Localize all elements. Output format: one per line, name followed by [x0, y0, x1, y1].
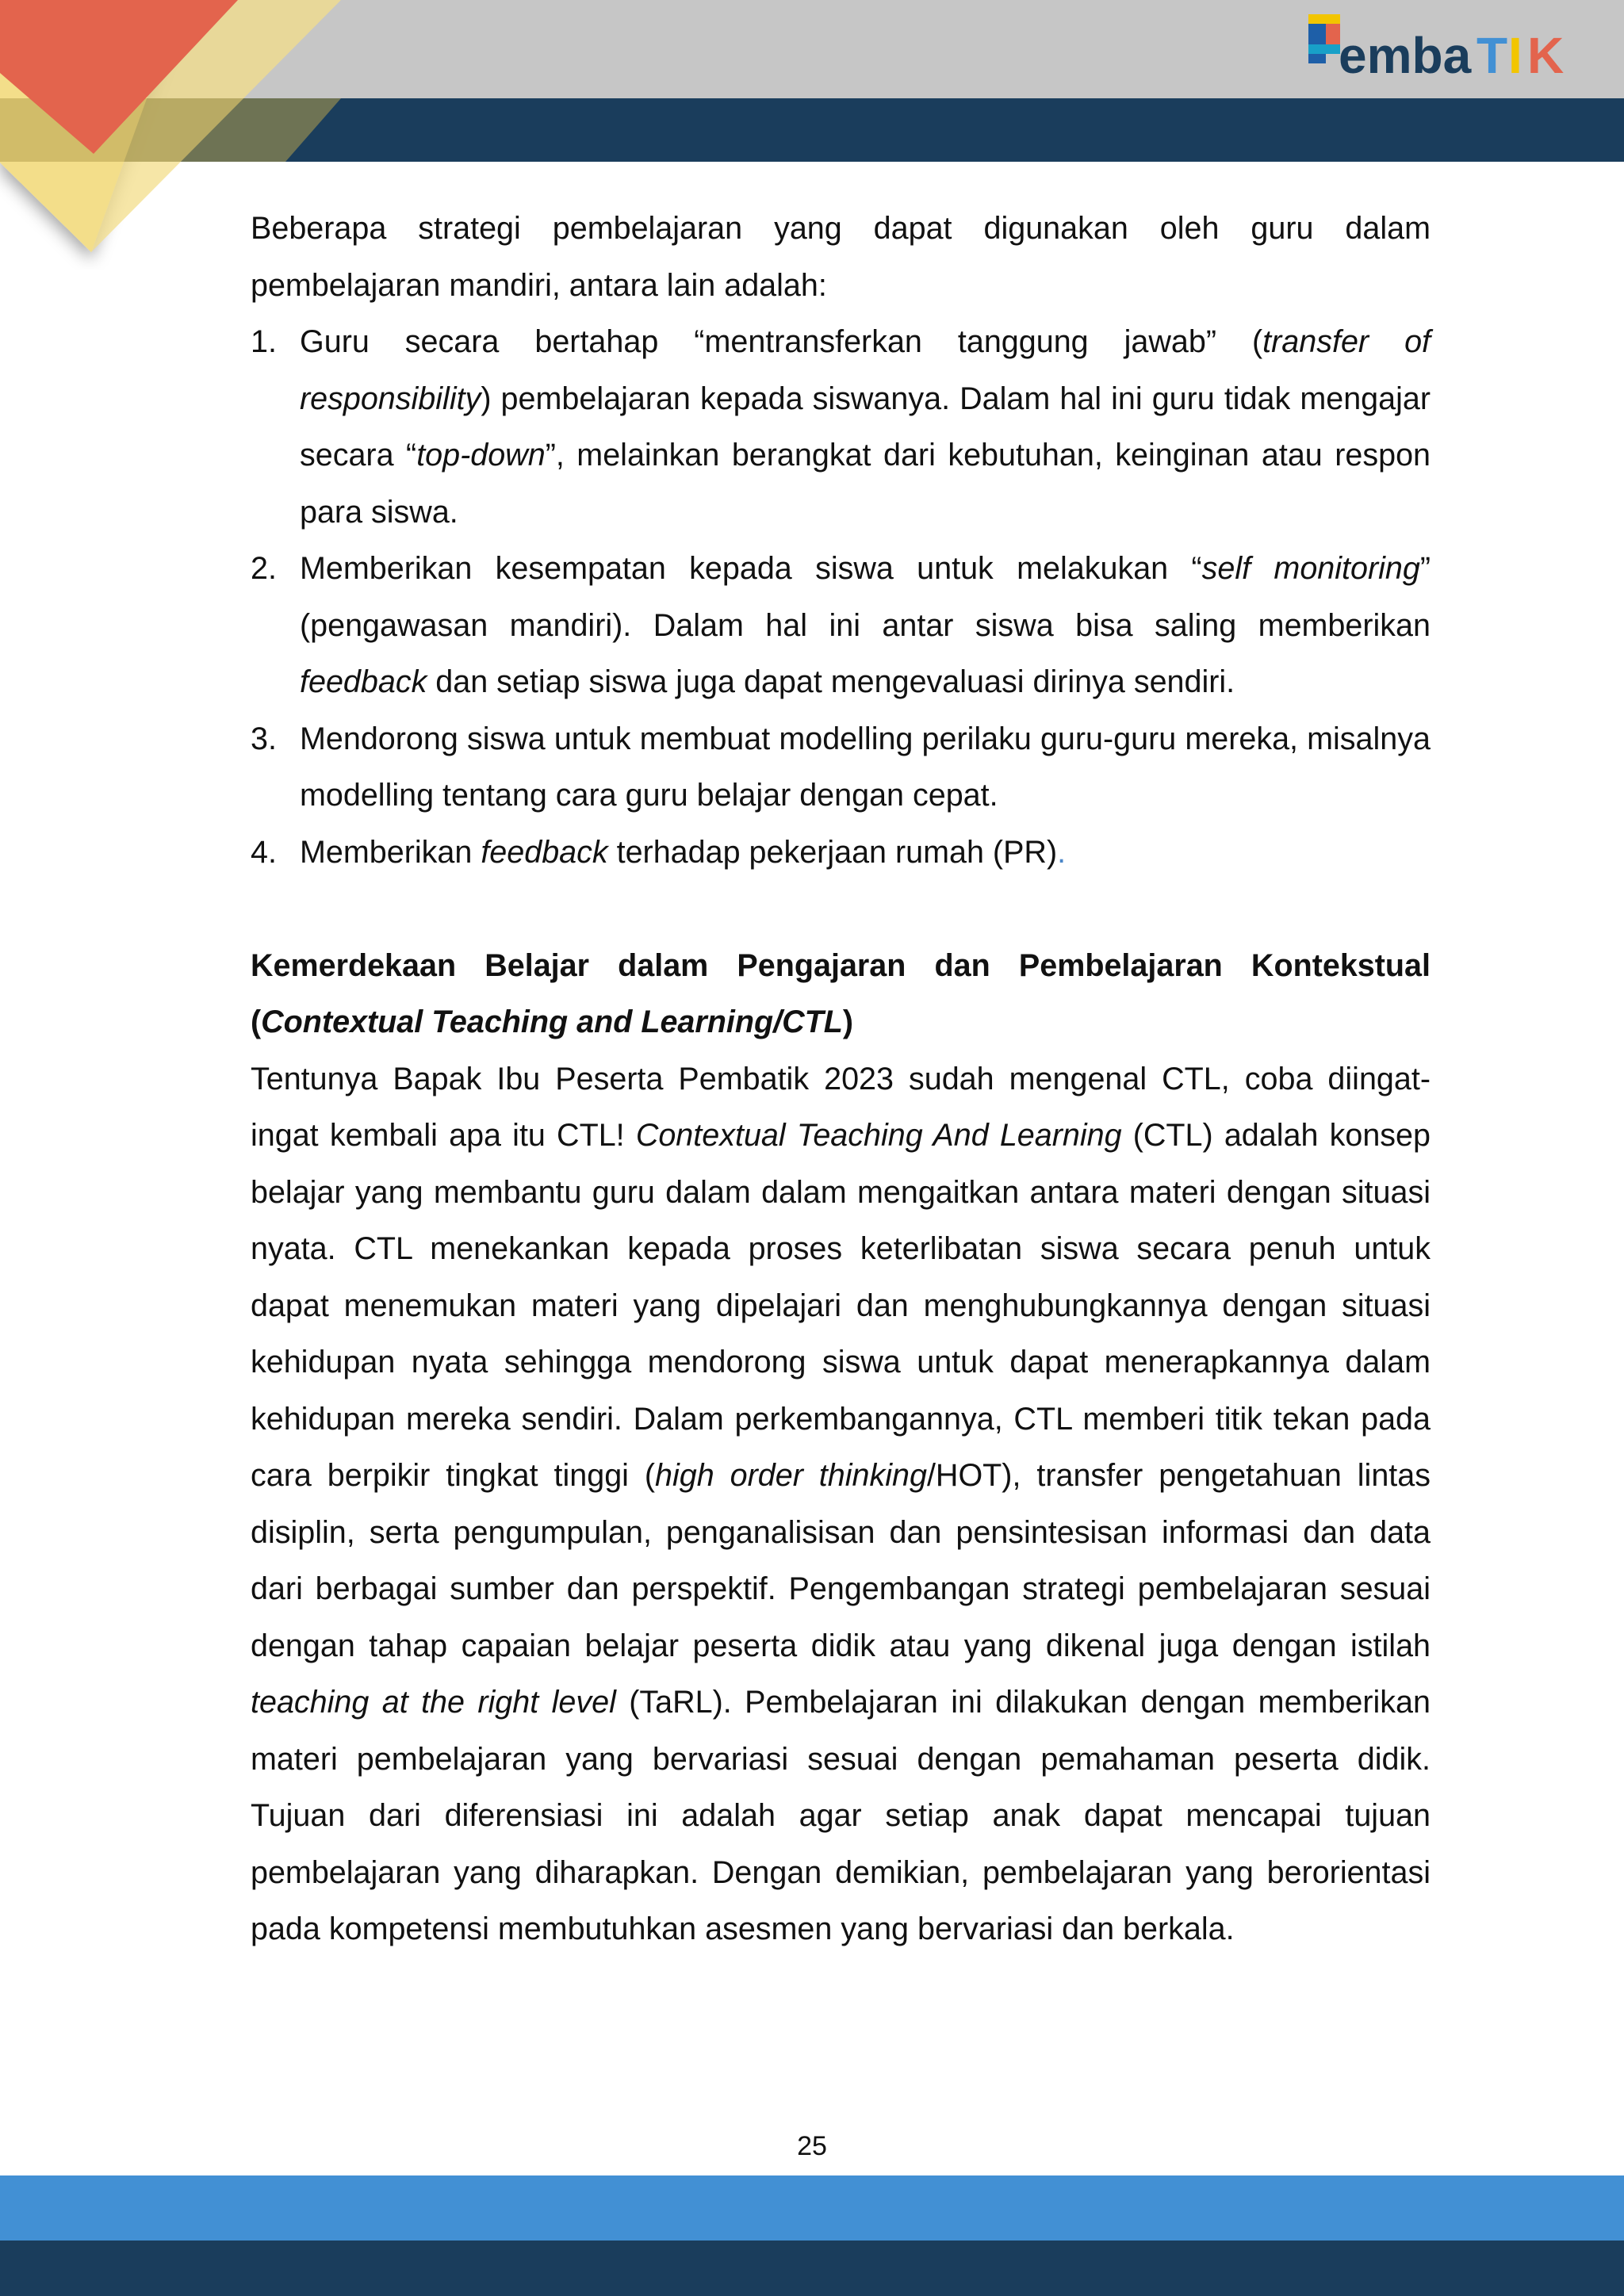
list-item: 2. Memberikan kesempatan kepada siswa untuk melakukan “self monitoring” (pengawasan mandiri). Dalam hal ini antar siswa bisa saling memberikan feedback dan setiap siswa juga dapat mengevaluasi dirinya sendiri.: [251, 541, 1431, 711]
footer-blue-band: [0, 2175, 1624, 2241]
svg-text:I: I: [1508, 27, 1522, 83]
svg-text:emba: emba: [1339, 27, 1472, 83]
page-content: [251, 201, 1431, 1958]
list-item: 3. Mendorong siswa untuk membuat modelling perilaku guru-guru mereka, misalnya modelling tentang cara guru belajar dengan cepat.: [251, 711, 1431, 825]
strategy-list: [251, 314, 1431, 881]
svg-text:T: T: [1477, 27, 1508, 83]
pembatik-logo: [1300, 8, 1594, 83]
list-item: 1. Guru secara bertahap “mentransferkan tanggung jawab” (transfer of responsibility) pembelajaran kepada siswanya. Dalam hal ini guru tidak mengajar secara “top-down”, melainkan berangkat dari kebutuhan, keinginan atau respon para siswa.: [251, 314, 1431, 541]
intro-paragraph: Beberapa strategi pembelajaran yang dapat digunakan oleh guru dalam pembelajaran mandiri, antara lain adalah:: [251, 211, 1431, 303]
page-number: 25: [797, 2131, 827, 2161]
footer-navy-band: [0, 2241, 1624, 2296]
body-paragraph: Tentunya Bapak Ibu Peserta Pembatik 2023 sudah mengenal CTL, coba diingat-ingat kembali apa itu CTL! Contextual Teaching And Learning (CTL) adalah konsep belajar yang membantu guru dalam dalam mengaitkan antara materi dengan situasi nyata. CTL menekankan kepada proses keterlibatan siswa secara penuh untuk dapat menemukan materi yang dipelajari dan menghubungkannya dengan situasi kehidupan nyata sehingga mendorong siswa untuk dapat menerapkannya dalam kehidupan mereka sendiri. Dalam perkembangannya, CTL memberi titik tekan pada cara berpikir tingkat tinggi (high order thinking/HOT), transfer pengetahuan lintas disiplin, serta pengumpulan, penganalisisan dan pensintesisan informasi dan data dari berbagai sumber dan perspektif. Pengembangan strategi pembelajaran sesuai dengan tahap capaian belajar peserta didik atau yang dikenal juga dengan istilah teaching at the right level (TaRL). Pembelajaran ini dilakukan dengan memberikan materi pembelajaran yang bervariasi sesuai dengan pemahaman peserta didik. Tujuan dari diferensiasi ini adalah agar setiap anak dapat mencapai tujuan pembelajaran yang diharapkan. Dengan demikian, pembelajaran yang berorientasi pada kompetensi membutuhkan asesmen yang bervariasi dan berkala.: [251, 1061, 1431, 1946]
list-number: 3.: [251, 721, 277, 756]
spacer: [251, 881, 1431, 938]
section-heading: Kemerdekaan Belajar dalam Pengajaran dan Pembelajaran Kontekstual (Contextual Teaching and Learning/CTL): [251, 947, 1431, 1039]
list-number: 4.: [251, 834, 277, 870]
list-item: 4. Memberikan feedback terhadap pekerjaan rumah (PR).: [251, 825, 1431, 882]
list-number: 1.: [251, 324, 277, 359]
list-number: 2.: [251, 551, 277, 586]
svg-text:K: K: [1527, 27, 1565, 83]
